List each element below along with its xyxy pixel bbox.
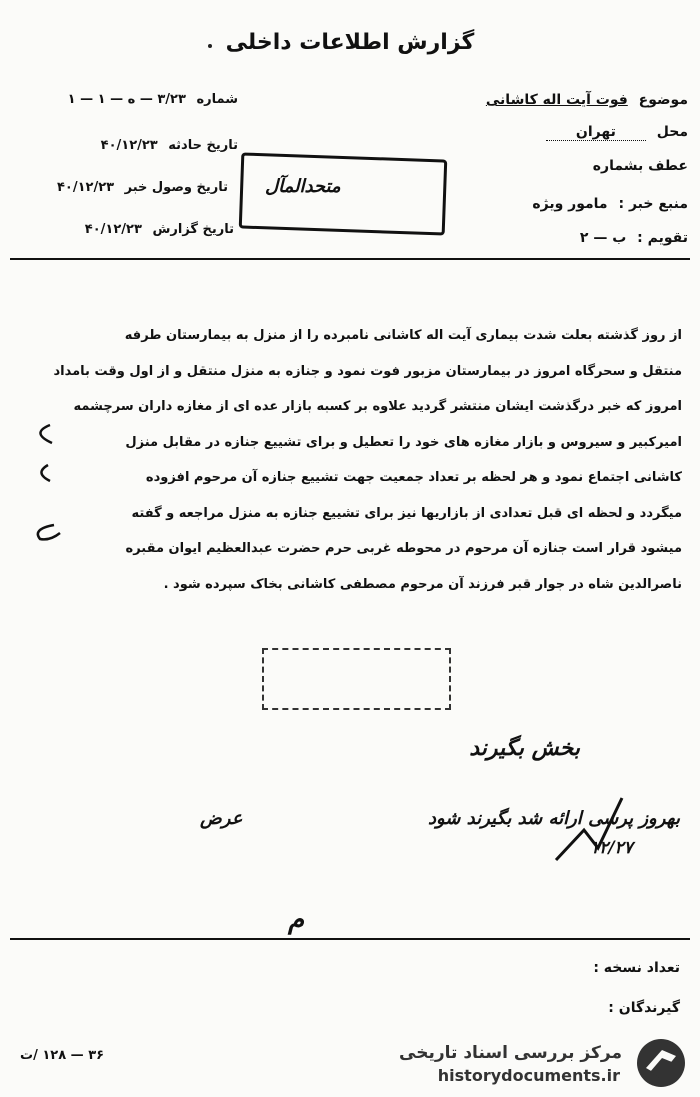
watermark-logo [632, 1036, 690, 1090]
subject-value: فوت آیت اله کاشانی [485, 92, 628, 108]
body-line: امیرکبیر و سیروس و بازار مغازه های خود را تعطیل و برای تشییع جنازه در مقابل منزل [125, 434, 682, 450]
report-date-value: ۴۰/۱۲/۲۳ [84, 222, 142, 237]
place-value: تهران [546, 124, 646, 141]
incident-date-value: ۴۰/۱۲/۲۳ [100, 138, 158, 153]
body-line: منتقل و سحرگاه امروز در بیمارستان مزبور فوت نمود و جنازه به منزل منتقل و از اول وقت بامداد [53, 363, 682, 379]
footer-divider [10, 938, 690, 940]
source-label: منبع خبر : [618, 196, 688, 212]
body-line: از روز گذشته بعلت شدت بیماری آیت اله کاشانی نامبرده را از منزل به بیمارستان طرفه [124, 328, 682, 343]
incident-date-label: تاریخ حادثه [168, 138, 238, 153]
signature-stroke [548, 790, 628, 865]
margin-scribbles [20, 415, 70, 545]
receipt-date-value: ۴۰/۱۲/۲۳ [56, 180, 115, 195]
handwritten-scribble: عرض [200, 808, 243, 829]
page-title: گزارش اطلاعات داخلی [225, 30, 475, 55]
handwritten-mark: م [288, 905, 305, 935]
report-body [22, 318, 682, 602]
stamp-text: متحدالمآل [265, 176, 341, 197]
followup-row [587, 158, 688, 174]
body-line: ناصرالدین شاه در جوار قبر فرزند آن مرحوم مصطفی کاشانی بخاک سپرده شود . [163, 576, 682, 592]
body-line: کاشانی اجتماع نمود و هر لحظه بر تعداد جمعیت جهت تشییع جنازه آن مرحوم افزوده [145, 470, 682, 485]
subject-label: موضوع [638, 92, 688, 108]
subject-row [486, 92, 688, 108]
document-code: ۳۶ — ۱۲۸ /ت [20, 1048, 105, 1063]
receipt-date-row [10, 180, 228, 195]
body-line: امروز که خبر درگذشت ایشان منتشر گردید علاوه بر کسبه بازار عده ای از مغازه داران سرچشمه [73, 399, 682, 414]
receipt-date-label: تاریخ وصول خبر [124, 180, 228, 195]
followup-label: عطف بشماره [592, 158, 688, 174]
incident-date-row [20, 138, 238, 153]
recipients-label: گیرندگان : [608, 1000, 680, 1016]
body-line: میشود قرار است جنازه آن مرحوم در محوطه غربی حرم حضرت عبدالعظیم ایوان مقبره [125, 541, 682, 556]
dot-mark [208, 44, 212, 48]
watermark-org-name: مرکز بررسی اسناد تاریخی [399, 1043, 622, 1063]
place-label: محل [656, 124, 688, 140]
number-row [20, 92, 238, 107]
handwritten-note-title: بخش بگیرند [469, 735, 580, 761]
source-value: مامور ویژه [532, 196, 608, 212]
number-value: ۳/۲۳ — ه — ۱ — ۱ [67, 92, 186, 107]
source-row [532, 196, 688, 212]
header-divider [10, 258, 690, 260]
handwritten-date: ۱۲/۲۷ [590, 838, 633, 858]
rating-row [580, 230, 688, 246]
handwritten-note-body: بهروز پرسی ارائه شد بگیرند شود [427, 808, 680, 829]
watermark-url: historydocuments.ir [437, 1066, 620, 1085]
redacted-box [262, 648, 451, 710]
report-date-label: تاریخ گزارش [152, 222, 234, 237]
report-date-row [16, 222, 234, 237]
copies-label: تعداد نسخه : [593, 960, 680, 976]
number-label: شماره [196, 92, 238, 107]
rating-label: تقویم : [637, 230, 688, 246]
body-line: میگردد و لحظه ای قبل تعدادی از بازاریها نیز برای تشییع جنازه به منزل مراجعه و گفته [131, 505, 682, 521]
place-row [546, 124, 688, 140]
rating-value: ب — ۲ [579, 230, 627, 246]
